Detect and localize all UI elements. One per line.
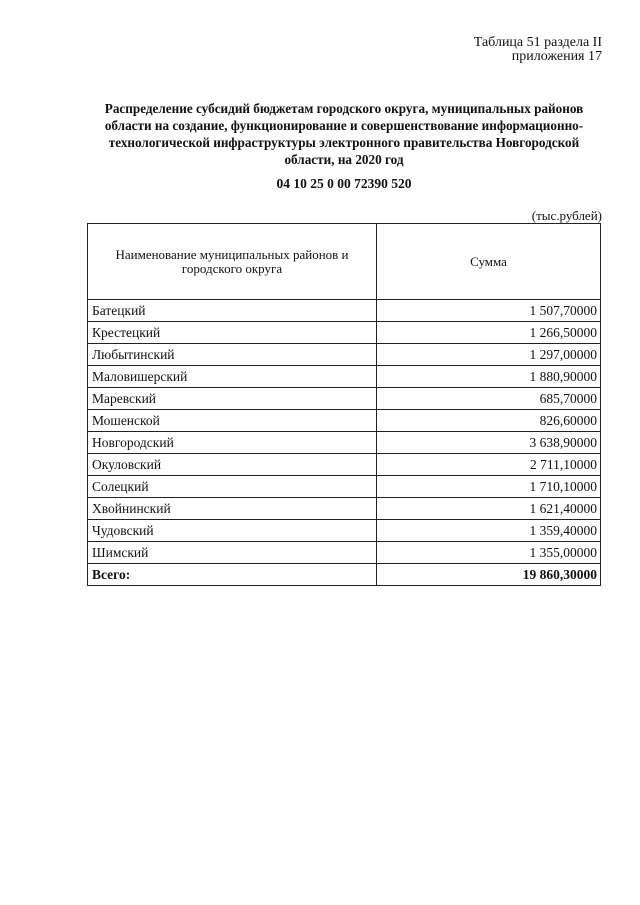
sum-cell: 826,60000 <box>377 410 601 432</box>
sum-cell: 1 359,40000 <box>377 520 601 542</box>
units-label: (тыс.рублей) <box>531 208 602 223</box>
sum-cell: 685,70000 <box>377 388 601 410</box>
total-sum-cell: 19 860,30000 <box>377 564 601 586</box>
sum-cell: 2 711,10000 <box>377 454 601 476</box>
district-name-cell: Солецкий <box>88 476 377 498</box>
budget-code: 04 10 25 0 00 72390 520 <box>276 176 412 191</box>
district-name-cell: Хвойнинский <box>88 498 377 520</box>
total-label-cell: Всего: <box>88 564 377 586</box>
district-name-cell: Батецкий <box>88 300 377 322</box>
table-row <box>88 476 601 498</box>
table-row <box>88 366 601 388</box>
table-row <box>88 388 601 410</box>
district-name-cell: Маревский <box>88 388 377 410</box>
table-row <box>88 300 601 322</box>
table-row <box>88 454 601 476</box>
sum-cell: 1 266,50000 <box>377 322 601 344</box>
sum-cell: 1 710,10000 <box>377 476 601 498</box>
sum-cell: 3 638,90000 <box>377 432 601 454</box>
district-name-cell: Маловишерский <box>88 366 377 388</box>
sum-cell: 1 507,70000 <box>377 300 601 322</box>
table-row <box>88 520 601 542</box>
table-row <box>88 344 601 366</box>
table-reference-line1: Таблица 51 раздела II <box>473 35 602 50</box>
table-header-row <box>88 224 601 300</box>
column-header-name: Наименование муниципальных районов и городского округа <box>88 224 377 300</box>
sum-cell: 1 297,00000 <box>377 344 601 366</box>
district-name-cell: Крестецкий <box>88 322 377 344</box>
sum-cell: 1 355,00000 <box>377 542 601 564</box>
district-name-cell: Окуловский <box>88 454 377 476</box>
subsidy-table <box>87 223 601 586</box>
district-name-cell: Любытинский <box>88 344 377 366</box>
table-row <box>88 432 601 454</box>
document-title: Распределение субсидий бюджетам городского округа, муниципальных районов области на создание, функционирование и совершенствование информационно-технологической инфраструктуры электронного правительства Новгородской области, на 2020 год <box>104 101 584 167</box>
table-row <box>88 498 601 520</box>
table-row <box>88 542 601 564</box>
table-body <box>88 300 601 586</box>
total-row <box>88 564 601 586</box>
table-row <box>88 410 601 432</box>
sum-cell: 1 621,40000 <box>377 498 601 520</box>
table-row <box>88 322 601 344</box>
column-header-sum: Сумма <box>377 224 601 300</box>
sum-cell: 1 880,90000 <box>377 366 601 388</box>
district-name-cell: Шимский <box>88 542 377 564</box>
district-name-cell: Чудовский <box>88 520 377 542</box>
district-name-cell: Мошенской <box>88 410 377 432</box>
table-reference <box>474 36 602 64</box>
table-reference-line2: приложения 17 <box>511 49 602 64</box>
district-name-cell: Новгородский <box>88 432 377 454</box>
